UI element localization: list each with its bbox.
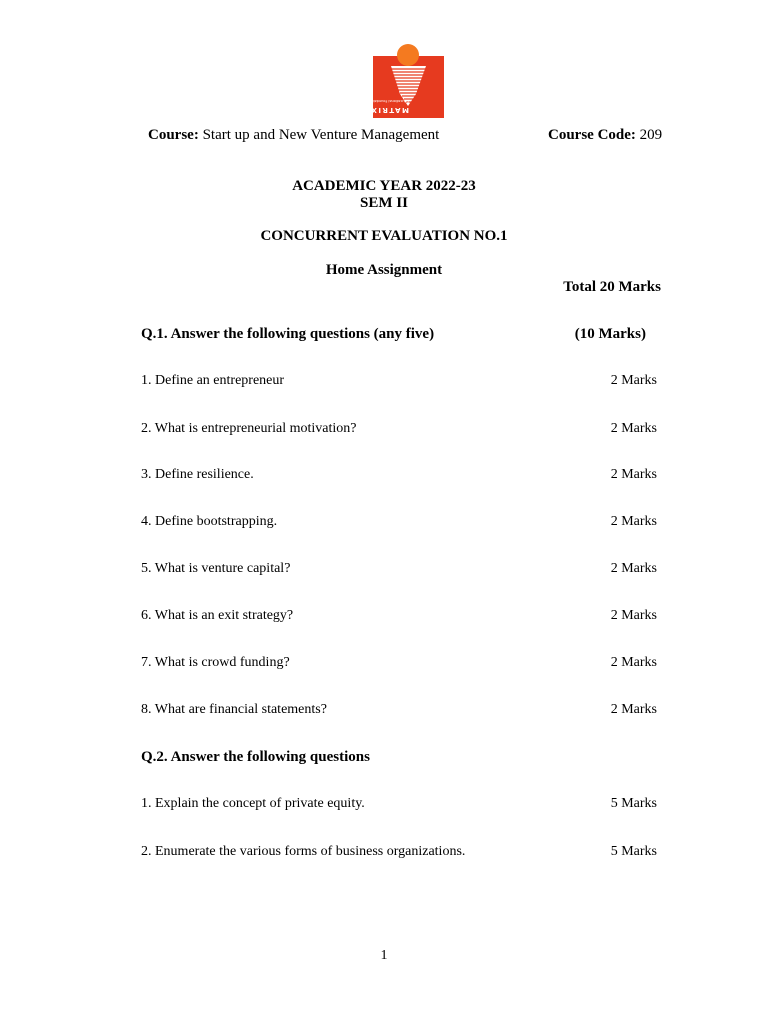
academic-year: ACADEMIC YEAR 2022-23: [292, 178, 476, 194]
logo-orange-circle: [397, 44, 419, 66]
q1-item-7-marks: 2 Marks: [610, 655, 657, 670]
course-code-value: 209: [639, 127, 663, 143]
evaluation-title: CONCURRENT EVALUATION NO.1: [260, 228, 508, 244]
q1-item-6-marks: 2 Marks: [610, 608, 657, 623]
q1-item-3: 3. Define resilience.: [141, 467, 254, 482]
q2-item-2-marks: 5 Marks: [610, 844, 657, 859]
q2-item-1: 1. Explain the concept of private equity.: [141, 796, 365, 811]
matrix-logo: [367, 42, 444, 120]
q2-item-1-marks: 5 Marks: [610, 796, 657, 811]
q1-item-5-marks: 2 Marks: [610, 561, 657, 576]
q1-item-8: 8. What are financial statements?: [141, 702, 327, 717]
q1-marks: (10 Marks): [574, 326, 646, 342]
logo-text-group: [368, 99, 409, 114]
total-marks: Total 20 Marks: [563, 279, 661, 295]
q1-item-8-marks: 2 Marks: [610, 702, 657, 717]
logo-subtitle: Educational Foundation: [367, 99, 409, 103]
page-number: 1: [380, 948, 388, 963]
q1-item-5: 5. What is venture capital?: [141, 561, 291, 576]
q2-heading: Q.2. Answer the following questions: [141, 749, 370, 765]
q1-item-4-marks: 2 Marks: [610, 514, 657, 529]
course-name: [148, 127, 439, 144]
q1-item-4: 4. Define bootstrapping.: [141, 514, 278, 529]
q1-item-2: 2. What is entrepreneurial motivation?: [141, 421, 357, 436]
course-value: Start up and New Venture Management: [202, 127, 440, 143]
logo-wordmark: MATRIX: [369, 106, 409, 114]
course-label: Course:: [148, 127, 199, 143]
q2-item-2: 2. Enumerate the various forms of business organizations.: [141, 844, 466, 859]
q1-item-6: 6. What is an exit strategy?: [141, 608, 294, 623]
course-code-label: Course Code:: [548, 127, 636, 143]
semester: SEM II: [360, 195, 408, 211]
q1-item-7: 7. What is crowd funding?: [141, 655, 290, 670]
q1-heading: Q.1. Answer the following questions (any five): [141, 326, 435, 342]
q1-item-1-marks: 2 Marks: [610, 373, 657, 388]
matrix-logo-graphic: [367, 42, 444, 120]
assignment-type: Home Assignment: [325, 262, 443, 278]
course-code: [548, 127, 662, 144]
q1-item-1: 1. Define an entrepreneur: [141, 373, 285, 388]
q1-item-3-marks: 2 Marks: [610, 467, 657, 482]
q1-item-2-marks: 2 Marks: [610, 421, 657, 436]
